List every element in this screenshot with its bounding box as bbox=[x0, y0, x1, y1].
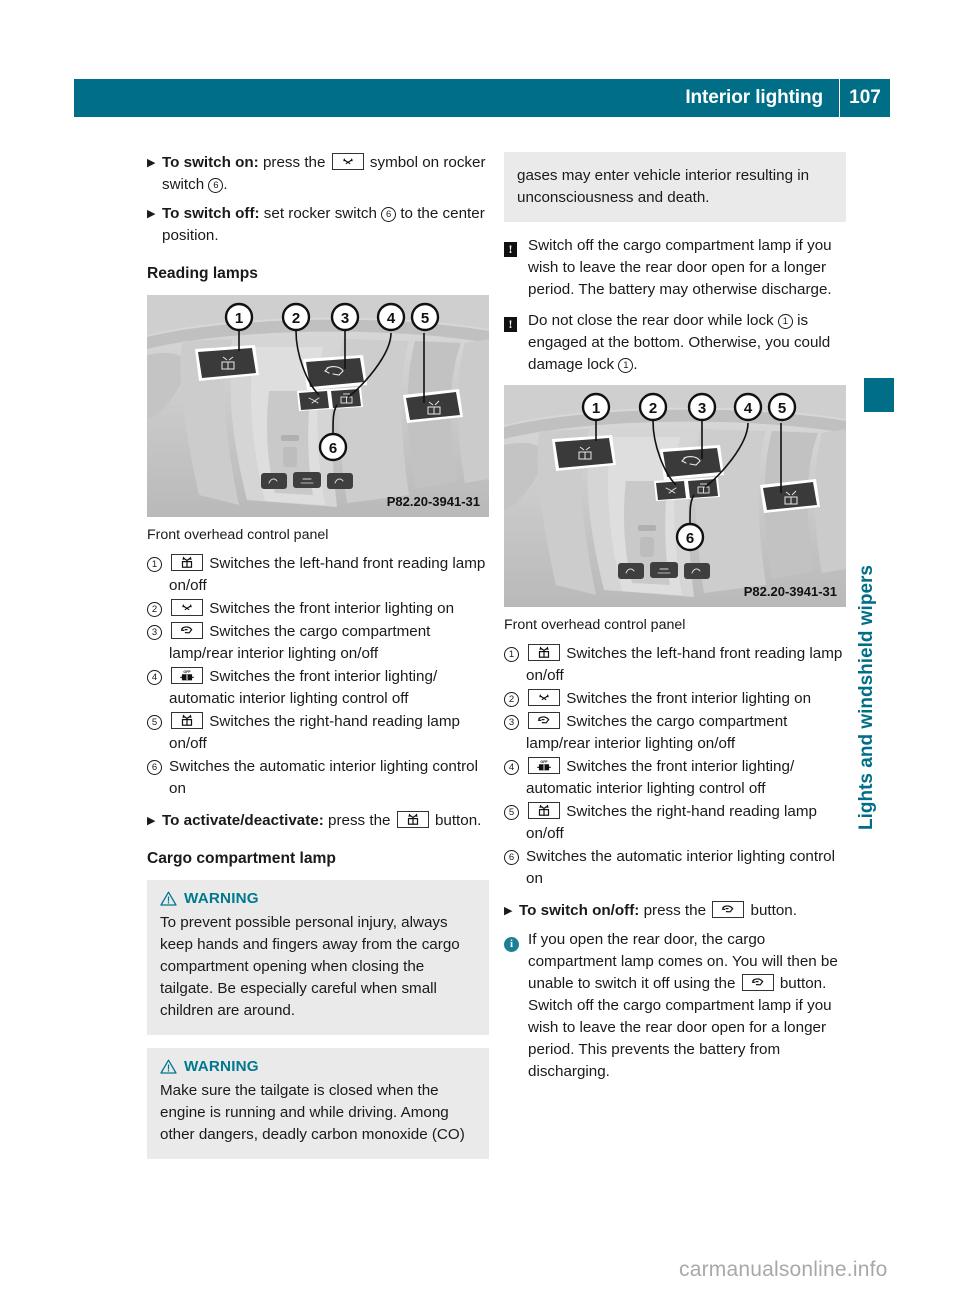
legend-item bbox=[504, 711, 846, 755]
interior-lighting-off-symbol-icon bbox=[528, 757, 560, 774]
legend-text: Switches the right-hand reading lamp on/off bbox=[526, 803, 817, 842]
legend-item bbox=[504, 846, 846, 890]
legend-text: Switches the left-hand front reading lamp on/off bbox=[169, 555, 486, 594]
legend-item bbox=[147, 598, 489, 620]
bullet-label: To switch on: bbox=[162, 154, 259, 171]
callout-ref: 1 bbox=[778, 314, 793, 329]
callout-ref: 2 bbox=[147, 602, 162, 617]
info-note-text-b: button. bbox=[775, 975, 827, 992]
legend-item bbox=[504, 801, 846, 845]
legend-text: Switches the cargo compartment lamp/rear interior lighting on/off bbox=[169, 623, 431, 662]
figure-caption: Front overhead control panel bbox=[504, 617, 686, 633]
legend-text: Switches the automatic interior lighting control on bbox=[526, 848, 835, 887]
legend-item bbox=[147, 711, 489, 755]
warning-triangle-icon bbox=[160, 891, 177, 906]
legend-item bbox=[147, 666, 489, 710]
overhead-panel-illustration bbox=[147, 295, 489, 517]
watermark: carmanualsonline.info bbox=[679, 1258, 888, 1281]
bullet-label: To activate/deactivate: bbox=[162, 812, 324, 829]
legend-text: Switches the right-hand reading lamp on/off bbox=[169, 713, 460, 752]
callout-ref: 4 bbox=[147, 670, 162, 685]
svg-text:OFF: OFF bbox=[540, 760, 548, 764]
legend-text: Switches the left-hand front reading lamp on/off bbox=[526, 645, 843, 684]
reading-lamp-symbol-icon bbox=[171, 554, 203, 571]
legend-text: Switches the cargo compartment lamp/rear interior lighting on/off bbox=[526, 713, 788, 752]
warning-text: To prevent possible personal injury, always keep hands and fingers away from the cargo compartment opening when closing the tailgate. Be especially careful when small children are around. bbox=[160, 914, 460, 1019]
bullet-text-after: to the center position. bbox=[162, 205, 485, 244]
svg-text:6: 6 bbox=[685, 530, 695, 547]
bullet-label: To switch off: bbox=[162, 205, 260, 222]
svg-text:6: 6 bbox=[328, 440, 338, 457]
callout-ref: 5 bbox=[504, 805, 519, 820]
callout-ref: 6 bbox=[208, 178, 223, 193]
bullet-arrow-icon: ▶ bbox=[504, 905, 513, 917]
callout-ref: 1 bbox=[504, 647, 519, 662]
reading-lamp-symbol-icon bbox=[528, 644, 560, 661]
page-header bbox=[74, 79, 890, 117]
caution-note-text-part3: . bbox=[633, 356, 638, 373]
figure-code: P82.20-3941-31 bbox=[743, 584, 837, 599]
svg-text:3: 3 bbox=[340, 310, 350, 327]
bullet-text-before: press the bbox=[258, 154, 330, 171]
cargo-lamp-symbol-icon bbox=[742, 974, 774, 991]
bullet-text-end: . bbox=[223, 176, 228, 193]
bullet-activate-deactivate bbox=[147, 810, 489, 832]
bullet-text-after: button. bbox=[430, 812, 482, 829]
figure-front-overhead-control-panel bbox=[147, 295, 489, 517]
cargo-lamp-symbol-icon bbox=[712, 901, 744, 918]
caution-note bbox=[504, 310, 846, 376]
callout-ref: 6 bbox=[381, 207, 396, 222]
bullet-switch-on bbox=[147, 152, 489, 196]
legend-text: Switches the front interior lighting/ automatic interior lighting control off bbox=[526, 758, 795, 797]
info-note-text-a: If you open the rear door, the cargo compartment lamp comes on. You will then be unable to switch it off using the bbox=[528, 931, 838, 992]
legend-item bbox=[147, 553, 489, 597]
caution-note-text-part2: is engaged at the bottom. Otherwise, you could damage lock bbox=[528, 312, 831, 373]
callout-ref: 1 bbox=[618, 358, 633, 373]
warning-text: Make sure the tailgate is closed when the engine is running and while driving. Among other dangers, deadly carbon monoxide (CO) bbox=[160, 1082, 465, 1143]
caution-note-text-part1: Do not close the rear door while lock bbox=[528, 312, 778, 329]
left-column bbox=[147, 152, 489, 1172]
legend-text: Switches the front interior lighting on bbox=[566, 690, 812, 707]
section-tab-label: Lights and windshield wipers bbox=[856, 565, 877, 830]
callout-ref: 5 bbox=[147, 715, 162, 730]
bullet-text-before: set rocker switch bbox=[259, 205, 382, 222]
svg-text:2: 2 bbox=[648, 400, 658, 417]
bullet-text-after: symbol on rocker switch bbox=[162, 154, 486, 193]
bullet-text-after: button. bbox=[746, 902, 797, 919]
callout-ref: 3 bbox=[504, 715, 519, 730]
callout-ref: 2 bbox=[504, 692, 519, 707]
caution-note-text: Switch off the cargo compartment lamp if you wish to leave the rear door open for a longer period. The battery may otherwise discharge. bbox=[528, 237, 832, 298]
callout-ref: 1 bbox=[147, 557, 162, 572]
bullet-arrow-icon: ▶ bbox=[147, 815, 156, 827]
cargo-lamp-symbol-icon bbox=[528, 712, 560, 729]
svg-text:OFF: OFF bbox=[183, 670, 191, 674]
warning-box bbox=[147, 1048, 489, 1159]
svg-text:2: 2 bbox=[291, 310, 301, 327]
legend-item bbox=[147, 756, 489, 800]
warning-box bbox=[147, 880, 489, 1035]
bullet-text-before: press the bbox=[639, 902, 711, 919]
svg-text:5: 5 bbox=[420, 310, 430, 327]
svg-text:3: 3 bbox=[697, 400, 707, 417]
warning-title: WARNING bbox=[184, 890, 259, 907]
figure-caption: Front overhead control panel bbox=[147, 527, 329, 543]
bullet-switch-on-off bbox=[504, 900, 846, 922]
figure-code: P82.20-3941-31 bbox=[386, 494, 480, 509]
warning-text-continued: gases may enter vehicle interior resulting in unconsciousness and death. bbox=[517, 167, 810, 206]
legend-text: Switches the front interior lighting/ automatic interior lighting control off bbox=[169, 668, 438, 707]
reading-lamp-symbol-icon bbox=[528, 802, 560, 819]
warning-box-continued bbox=[504, 152, 846, 222]
exclamation-icon: ! bbox=[504, 242, 517, 257]
interior-lighting-on-symbol-icon bbox=[171, 599, 203, 616]
figure-front-overhead-control-panel bbox=[504, 385, 846, 607]
bullet-arrow-icon: ▶ bbox=[147, 208, 156, 220]
section-tab-marker bbox=[864, 378, 894, 412]
interior-lighting-off-symbol-icon bbox=[171, 667, 203, 684]
callout-ref: 4 bbox=[504, 760, 519, 775]
svg-text:4: 4 bbox=[743, 400, 753, 417]
reading-lamp-symbol-icon bbox=[171, 712, 203, 729]
caution-note bbox=[504, 235, 846, 301]
overhead-panel-illustration bbox=[504, 385, 846, 607]
page-number: 107 bbox=[849, 87, 881, 108]
interior-lighting-on-symbol-icon bbox=[528, 689, 560, 706]
callout-ref: 6 bbox=[147, 760, 162, 775]
interior-lighting-on-symbol-icon bbox=[332, 153, 364, 170]
bullet-switch-off bbox=[147, 203, 489, 247]
page-title: Interior lighting bbox=[685, 87, 823, 108]
subheading-reading-lamps: Reading lamps bbox=[147, 265, 258, 282]
bullet-text-before: press the bbox=[323, 812, 395, 829]
callout-ref: 3 bbox=[147, 625, 162, 640]
legend-item bbox=[504, 756, 846, 800]
info-icon: i bbox=[504, 937, 519, 952]
svg-text:4: 4 bbox=[386, 310, 396, 327]
bullet-label: To switch on/off: bbox=[519, 902, 640, 919]
legend-item bbox=[147, 621, 489, 665]
svg-text:1: 1 bbox=[591, 400, 601, 417]
exclamation-icon: ! bbox=[504, 317, 517, 332]
warning-title: WARNING bbox=[184, 1058, 259, 1075]
svg-text:1: 1 bbox=[234, 310, 244, 327]
info-note bbox=[504, 929, 846, 1083]
legend-text: Switches the automatic interior lighting control on bbox=[169, 758, 478, 797]
callout-ref: 6 bbox=[504, 850, 519, 865]
cargo-lamp-symbol-icon bbox=[171, 622, 203, 639]
subheading-cargo-compartment-lamp: Cargo compartment lamp bbox=[147, 850, 336, 867]
svg-text:5: 5 bbox=[777, 400, 787, 417]
reading-lamp-symbol-icon bbox=[397, 811, 429, 828]
legend-item bbox=[504, 643, 846, 687]
bullet-arrow-icon: ▶ bbox=[147, 157, 156, 169]
warning-triangle-icon bbox=[160, 1059, 177, 1074]
right-column bbox=[504, 152, 846, 1092]
info-note-text-para2: Switch off the cargo compartment lamp if you wish to leave the rear door open for a longer period. This prevents the battery from discharging. bbox=[528, 997, 832, 1080]
legend-text: Switches the front interior lighting on bbox=[209, 600, 455, 617]
legend-item bbox=[504, 688, 846, 710]
